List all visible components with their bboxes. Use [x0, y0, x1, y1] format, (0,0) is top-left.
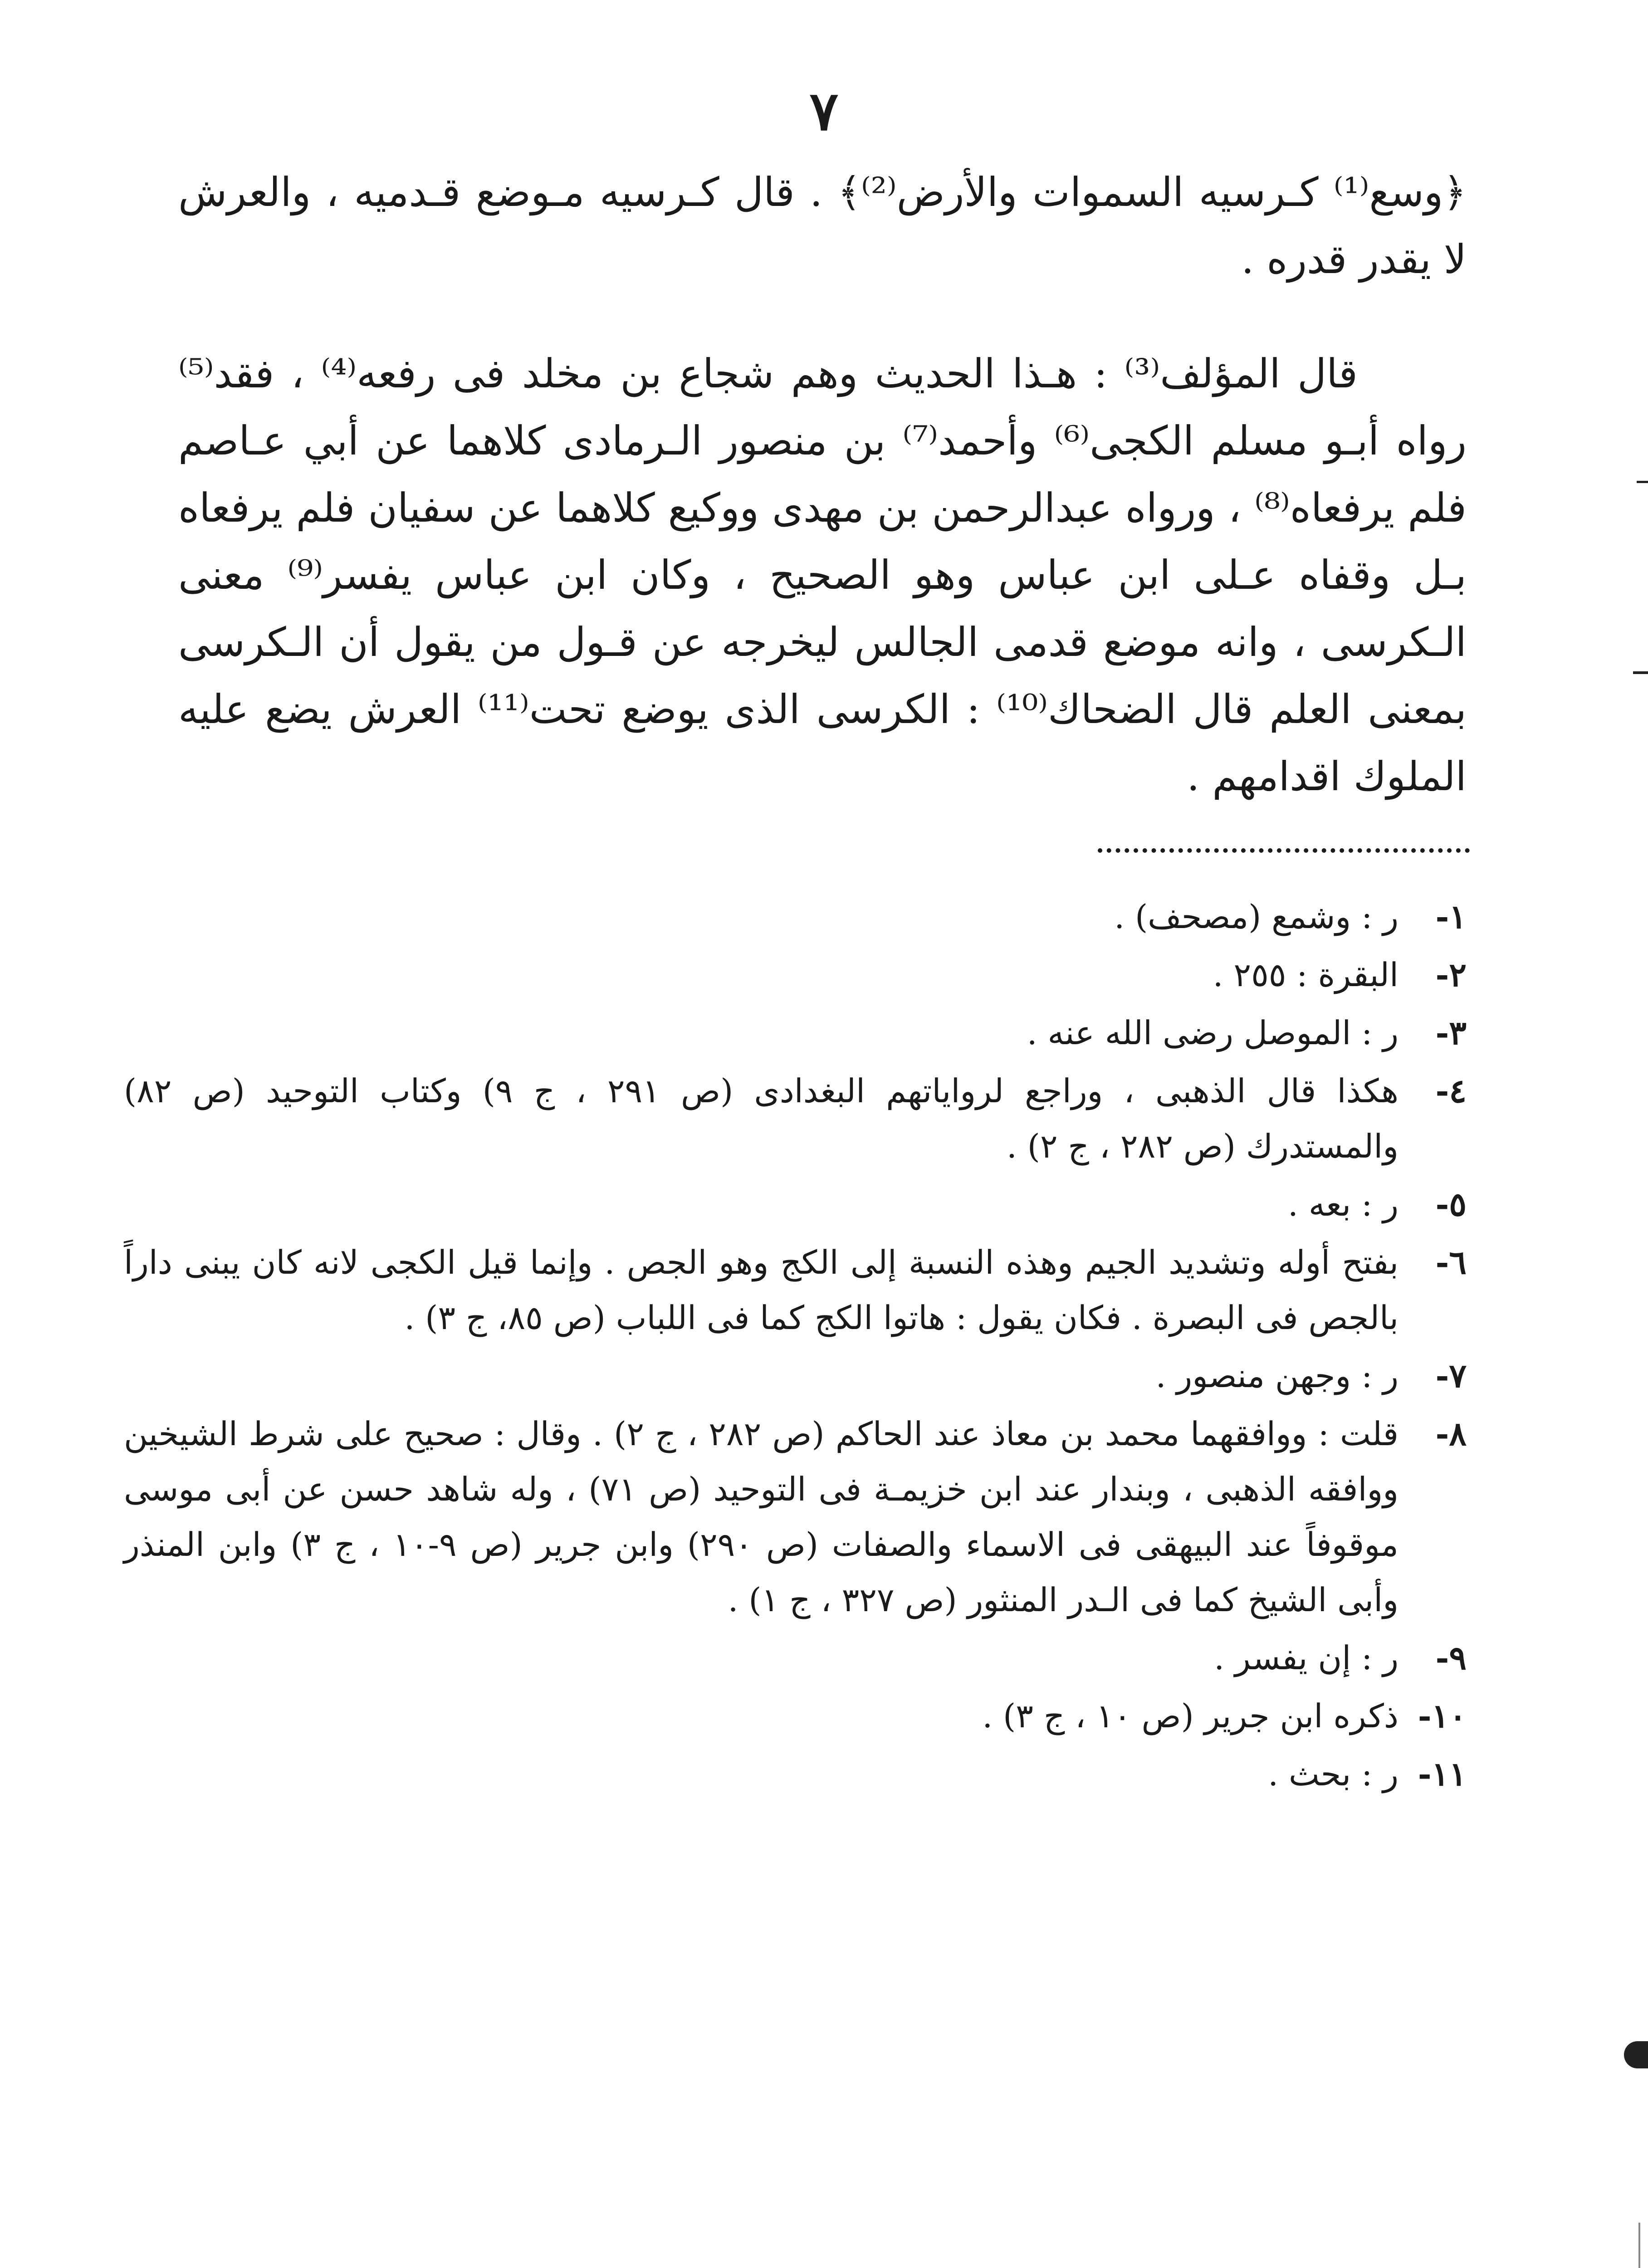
footnote-number: ١١- [1418, 1755, 1467, 1793]
footnote-text: البقرة : ٢٥٥ . [1213, 956, 1399, 994]
footnote-text: ر : وجهن منصور . [1155, 1357, 1399, 1395]
footnote-11 [124, 1746, 1467, 1802]
footnote-number: ٥- [1435, 1185, 1467, 1223]
footnote-3 [124, 1005, 1467, 1061]
footnote-number: ١- [1435, 897, 1467, 936]
body-paragraph-2: قال المؤلف⁽³⁾ : هـذا الحديث وهم شجاع بن مخلد فى رفعه⁽⁴⁾ ، فقد⁽⁵⁾ رواه أبـو مسلم الكجى⁽⁶⁾ وأحمد⁽⁷⁾ بن منصور الـرمادى كلاهما عن أبي عـاصم فلم يرفعاه⁽⁸⁾ ، ورواه عبدالرحمن بن مهدى ووكيع كلاهما عن سفيان فلم يرفعاه بـل وقفاه عـلى ابن عباس وهو الصحيح ، وكان ابن عباس يفسر⁽⁹⁾ معنى الـكرسى ، وانه موضع قدمى الجالس ليخرجه عن قـول من يقول أن الـكرسى بمعنى العلم قال الضحاك⁽¹⁰⁾ : الكرسى الذى يوضع تحت⁽¹¹⁾ العرش يضع عليه الملوك اقدامهم . [178, 350, 1467, 800]
footnote-5 [124, 1177, 1467, 1232]
footnote-text: ر : بعه . [1288, 1185, 1399, 1223]
footnote-text: هكذا قال الذهبى ، وراجع لرواياتهم البغدادى (ص ٢٩١ ، ج ٩) وكتاب التوحيد (ص ٨٢) والمستدرك (ص ٢٨٢ ، ج ٢) . [124, 1072, 1399, 1165]
footnote-7 [124, 1348, 1467, 1403]
footnote-8 [124, 1406, 1467, 1628]
scan-mark [1624, 2041, 1648, 2068]
footnote-1 [124, 889, 1467, 944]
page-number: ٧ [809, 79, 839, 142]
footnote-text: ر : بحث . [1268, 1755, 1399, 1793]
footnote-text: بفتح أوله وتشديد الجيم وهذه النسبة إلى الكج وهو الجص . وإنما قيل الكجى لانه كان يبنى داراً بالجص فى البصرة . فكان يقول : هاتوا الكج كما فى اللباب (ص ٨٥، ج ٣) . [124, 1243, 1399, 1337]
footnote-2 [124, 947, 1467, 1002]
scan-mark [1638, 2223, 1640, 2268]
footnote-number: ٢- [1435, 955, 1467, 994]
footnote-number: ١٠- [1418, 1696, 1467, 1735]
footnote-10 [124, 1688, 1467, 1744]
footnote-separator [1098, 848, 1470, 853]
footnote-text: ر : الموصل رضى الله عنه . [1027, 1014, 1399, 1052]
scan-mark [1633, 671, 1648, 674]
body-paragraph-1: ﴿وسع⁽¹⁾ كـرسيه السموات والأرض⁽²⁾﴾ . قال كـرسيه مـوضع قـدميه ، والعرش لا يقدر قدره . [178, 169, 1467, 283]
footnote-text: ذكره ابن جرير (ص ١٠ ، ج ٣) . [982, 1697, 1399, 1735]
footnote-9 [124, 1630, 1467, 1686]
footnote-number: ٨- [1435, 1414, 1467, 1453]
footnote-text: ر : وشمع (مصحف) . [1114, 898, 1399, 936]
footnote-number: ٩- [1435, 1638, 1467, 1677]
footnote-6 [124, 1235, 1467, 1345]
footnotes [124, 889, 1467, 1804]
footnote-4 [124, 1063, 1467, 1174]
footnote-text: ر : إن يفسر . [1214, 1639, 1399, 1677]
footnote-number: ٤- [1435, 1071, 1467, 1110]
footnote-number: ٦- [1435, 1243, 1467, 1281]
footnote-number: ٣- [1435, 1013, 1467, 1052]
footnote-text: قلت : ووافقهما محمد بن معاذ عند الحاكم (ص ٢٨٢ ، ج ٢) . وقال : صحيح على شرط الشيخين ووافقه الذهبى ، وبندار عند ابن خزيمـة فى التوحيد (ص ٧١) ، وله شاهد حسن عن أبى موسى موقوفاً عند البيهقى فى الاسماء والصفات (ص ٢٩٠) وابن جرير (ص ٩-١٠ ، ج ٣) وابن المنذر وأبى الشيخ كما فى الـدر المنثور (ص ٣٢٧ ، ج ١) . [124, 1415, 1399, 1619]
footnote-number: ٧- [1435, 1356, 1467, 1395]
scan-mark [1637, 481, 1648, 483]
